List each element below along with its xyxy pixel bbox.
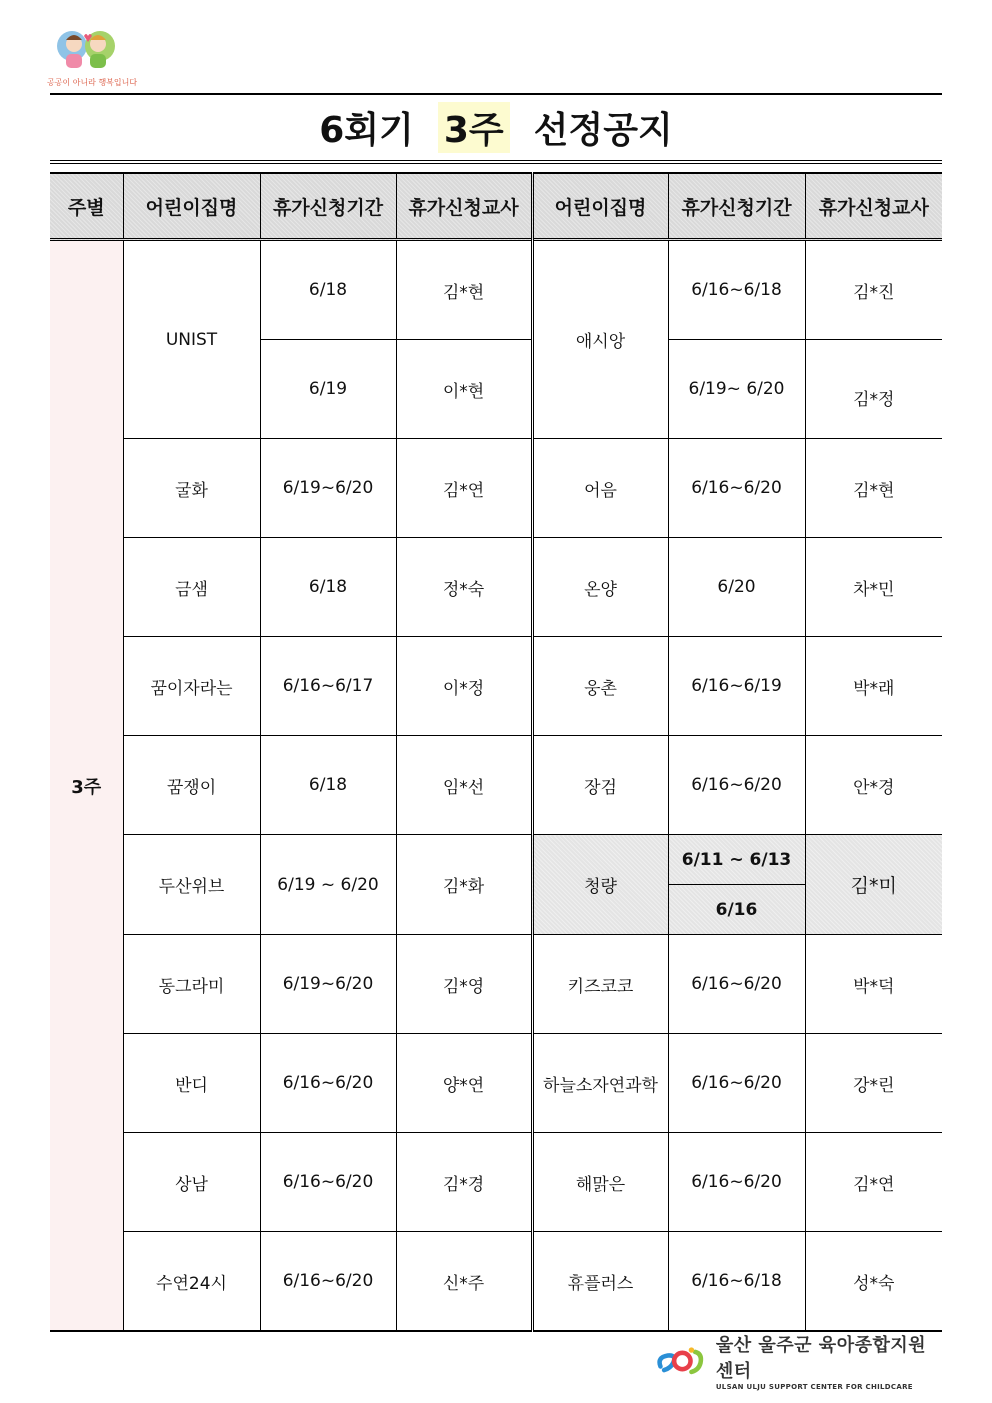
- table-row: [50, 1133, 942, 1232]
- teacher-cell: 김*경: [396, 1133, 532, 1232]
- period-cell: 6/16: [668, 885, 805, 935]
- org-name: 울산 울주군 육아종합지원센터: [715, 1335, 927, 1382]
- period-cell: 6/16~6/18: [668, 1232, 805, 1332]
- org-emblem-icon: [655, 1343, 708, 1379]
- center-name: 굴화: [123, 439, 260, 538]
- teacher-cell: 신*주: [396, 1232, 532, 1332]
- table-row: [50, 935, 942, 1034]
- period-cell: 6/18: [260, 736, 396, 835]
- table-row: [50, 736, 942, 835]
- center-name: 온양: [532, 538, 668, 637]
- teacher-cell: 김*영: [396, 935, 532, 1034]
- teacher-cell: 정*숙: [396, 538, 532, 637]
- teacher-cell: 이*현: [396, 340, 532, 439]
- col-header-center: 어린이집명: [123, 173, 260, 240]
- center-name: 장검: [532, 736, 668, 835]
- center-name: 반디: [123, 1034, 260, 1133]
- period-cell: 6/16~6/17: [260, 637, 396, 736]
- footer-org-logo: [655, 1335, 940, 1391]
- center-name: 애시앙: [532, 240, 668, 439]
- teacher-cell: 김*미: [805, 835, 942, 935]
- teacher-cell: 김*연: [396, 439, 532, 538]
- center-name: 수연24시: [123, 1232, 260, 1332]
- table-row: [50, 240, 942, 340]
- center-name: 웅촌: [532, 637, 668, 736]
- teacher-cell: 강*린: [805, 1034, 942, 1133]
- selection-table: [50, 172, 942, 1332]
- period-cell: 6/16~6/18: [668, 240, 805, 340]
- center-name: 해맑은: [532, 1133, 668, 1232]
- period-cell: 6/16~6/20: [260, 1133, 396, 1232]
- period-cell: 6/16~6/20: [260, 1034, 396, 1133]
- col-header-period: 휴가신청기간: [260, 173, 396, 240]
- teacher-cell: 김*현: [805, 439, 942, 538]
- title-week-highlight: 3주: [438, 102, 510, 153]
- teacher-cell: 임*선: [396, 736, 532, 835]
- title-notice: 선정공지: [533, 110, 673, 151]
- period-cell: 6/19 ~ 6/20: [260, 835, 396, 935]
- table-row: [50, 637, 942, 736]
- center-name: 꿈이자라는: [123, 637, 260, 736]
- center-name: 꿈쟁이: [123, 736, 260, 835]
- table-header-row: [50, 173, 942, 240]
- teacher-cell: 이*정: [396, 637, 532, 736]
- period-cell: 6/16~6/20: [668, 1034, 805, 1133]
- period-cell: 6/16~6/20: [260, 1232, 396, 1332]
- center-name: 휴플러스: [532, 1232, 668, 1332]
- period-cell: 6/19~6/20: [260, 935, 396, 1034]
- table-row: [50, 835, 942, 885]
- period-cell: 6/16~6/20: [668, 439, 805, 538]
- teacher-cell: 박*래: [805, 637, 942, 736]
- teacher-cell: 김*진: [805, 240, 942, 340]
- period-cell: 6/16~6/20: [668, 736, 805, 835]
- col-header-teacher-2: 휴가신청교사: [805, 173, 942, 240]
- period-cell: 6/18: [260, 240, 396, 340]
- period-cell: 6/18: [260, 538, 396, 637]
- teacher-cell: 김*화: [396, 835, 532, 935]
- center-name: 어음: [532, 439, 668, 538]
- center-name: 동그라미: [123, 935, 260, 1034]
- period-cell: 6/19: [260, 340, 396, 439]
- period-cell: 6/11 ~ 6/13: [668, 835, 805, 885]
- teacher-cell: 김*현: [396, 240, 532, 340]
- logo-tagline: 공공이 아니라 행복입니다: [47, 78, 138, 87]
- teacher-cell: 양*연: [396, 1034, 532, 1133]
- center-name: 하늘소자연과학: [532, 1034, 668, 1133]
- title-session: 6회기: [319, 110, 414, 151]
- period-cell: 6/16~6/20: [668, 1133, 805, 1232]
- center-name: UNIST: [123, 240, 260, 439]
- week-cell: 3주: [50, 240, 123, 1332]
- teacher-cell: 차*민: [805, 538, 942, 637]
- col-header-period-2: 휴가신청기간: [668, 173, 805, 240]
- teacher-cell: 김*연: [805, 1133, 942, 1232]
- period-cell: 6/19~ 6/20: [668, 340, 805, 439]
- page-title: [50, 93, 942, 164]
- teacher-cell: 안*경: [805, 736, 942, 835]
- period-cell: 6/19~6/20: [260, 439, 396, 538]
- col-header-teacher: 휴가신청교사: [396, 173, 532, 240]
- org-name-en: ULSAN ULJU SUPPORT CENTER FOR CHILDCARE: [715, 1383, 913, 1391]
- period-cell: 6/16~6/20: [668, 935, 805, 1034]
- col-header-week: 주별: [50, 173, 123, 240]
- table-row: [50, 1232, 942, 1332]
- center-name: 키즈코코: [532, 935, 668, 1034]
- table-row: [50, 439, 942, 538]
- period-cell: 6/16~6/19: [668, 637, 805, 736]
- table-row: [50, 538, 942, 637]
- period-cell: 6/20: [668, 538, 805, 637]
- center-name: 청량: [532, 835, 668, 935]
- teacher-cell: 박*덕: [805, 935, 942, 1034]
- center-name: 금샘: [123, 538, 260, 637]
- teacher-cell: 김*정: [805, 340, 942, 439]
- col-header-center-2: 어린이집명: [532, 173, 668, 240]
- table-row: [50, 1034, 942, 1133]
- center-name: 두산위브: [123, 835, 260, 935]
- teacher-cell: 성*숙: [805, 1232, 942, 1332]
- center-name: 상남: [123, 1133, 260, 1232]
